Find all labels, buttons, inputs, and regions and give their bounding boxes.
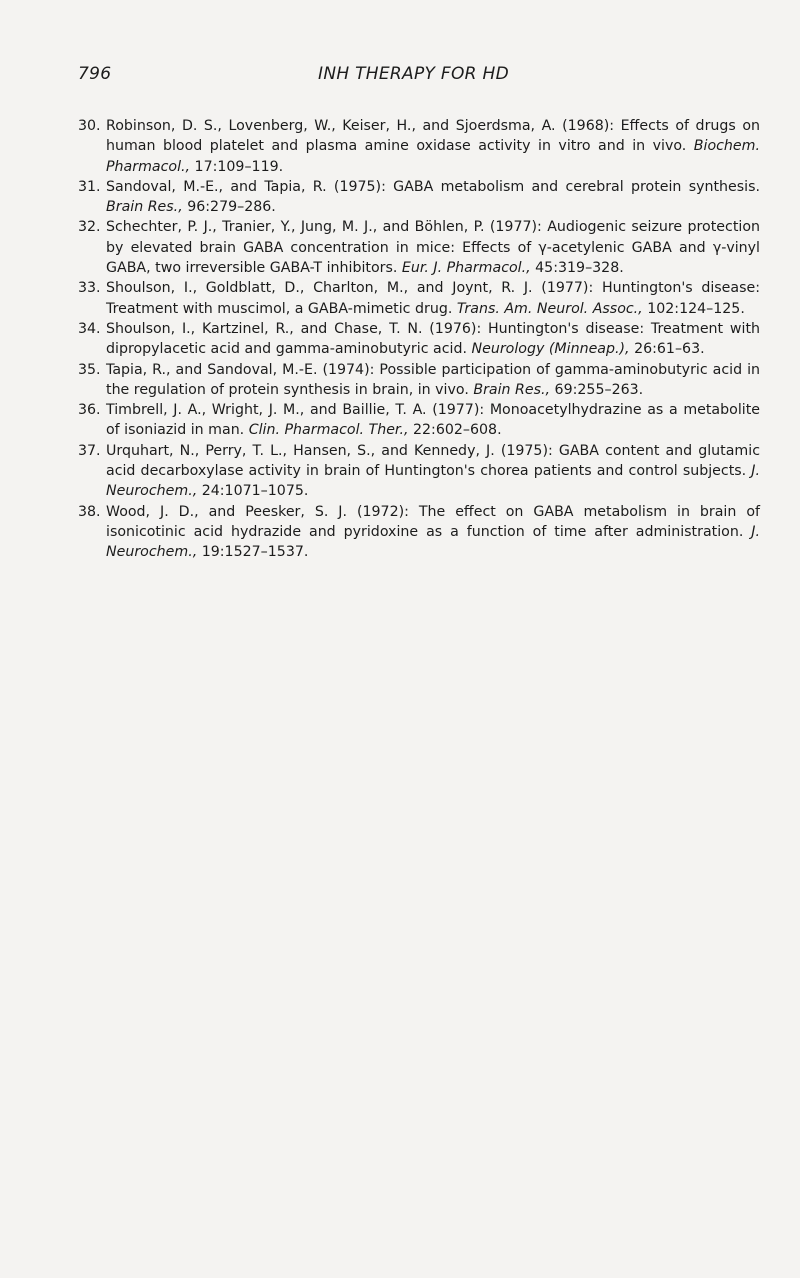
reference-number: 32. — [78, 219, 101, 236]
reference-journal: Clin. Pharmacol. Ther., — [248, 422, 409, 439]
reference-authors: Robinson, D. S., Lovenberg, W., Keiser, H., and Sjoerdsma, A. (1968): Effects of drugs on human blood platelet and plasma amine oxidase activity in vitro and in vivo. — [106, 118, 760, 155]
reference-number: 38. — [78, 503, 101, 520]
reference-item — [78, 278, 760, 319]
reference-number: 33. — [78, 280, 101, 297]
reference-number: 34. — [78, 320, 101, 337]
reference-number: 37. — [78, 442, 101, 459]
reference-citation: 69:255–263. — [550, 381, 644, 398]
reference-item — [78, 502, 760, 563]
reference-item — [78, 441, 760, 502]
reference-citation: 26:61–63. — [629, 341, 705, 358]
reference-journal: Trans. Am. Neurol. Assoc., — [456, 300, 643, 317]
reference-journal: Neurology (Minneap.), — [471, 341, 630, 358]
reference-journal: Brain Res., — [106, 199, 183, 216]
reference-authors: Shoulson, I., Kartzinel, R., and Chase, T. N. (1976): Huntington's disease: Treatment with dipropylacetic acid and gamma-aminobutyric acid. — [106, 320, 760, 358]
reference-number: 31. — [78, 178, 101, 195]
reference-authors: Schechter, P. J., Tranier, Y., Jung, M. J., and Böhlen, P. (1977): Audiogenic seizure protection by elevated brain GABA concentration in mice: Effects of γ-acetylenic GABA and γ-vinyl GABA, two irreversible GABA-T inhibitors. — [106, 219, 760, 277]
reference-journal: J. Neurochem., — [106, 463, 760, 500]
reference-authors: Wood, J. D., and Peesker, S. J. (1972): The effect on GABA metabolism in brain of isonicotinic acid hydrazide and pyridoxine as a function of time after administration. — [106, 503, 760, 540]
reference-number: 35. — [78, 361, 101, 378]
reference-citation: 96:279–286. — [182, 199, 276, 216]
running-title: INH THERAPY FOR HD — [318, 64, 509, 84]
reference-item — [78, 177, 760, 218]
reference-citation: 102:124–125. — [642, 300, 745, 317]
reference-item — [78, 116, 760, 177]
reference-journal: Biochem. Pharmacol., — [106, 138, 760, 175]
reference-item — [78, 400, 760, 441]
reference-authors: Timbrell, J. A., Wright, J. M., and Baillie, T. A. (1977): Monoacetylhydrazine as a metabolite of isoniazid in man. — [106, 402, 760, 439]
reference-list — [78, 116, 760, 563]
reference-item — [78, 360, 760, 401]
reference-citation: 19:1527–1537. — [197, 544, 309, 561]
reference-authors: Tapia, R., and Sandoval, M.-E. (1974): Possible participation of gamma-aminobutyric acid in the regulation of protein synthesis in brain, in vivo. — [106, 361, 760, 398]
reference-item — [78, 319, 760, 360]
reference-journal: Eur. J. Pharmacol., — [401, 260, 531, 277]
reference-number: 30. — [78, 118, 101, 134]
reference-authors: Sandoval, M.-E., and Tapia, R. (1975): GABA metabolism and cerebral protein synthesis. — [106, 178, 760, 195]
page-number: 796 — [78, 64, 112, 84]
reference-number: 36. — [78, 402, 101, 419]
reference-citation: 22:602–608. — [408, 422, 502, 439]
reference-citation: 17:109–119. — [190, 158, 284, 175]
page-header — [78, 64, 758, 88]
reference-journal: Brain Res., — [473, 381, 551, 398]
reference-citation: 24:1071–1075. — [197, 483, 309, 500]
reference-authors: Shoulson, I., Goldblatt, D., Charlton, M., and Joynt, R. J. (1977): Huntington's disease: Treatment with muscimol, a GABA-mimetic drug. — [106, 280, 760, 317]
reference-citation: 45:319–328. — [530, 260, 624, 277]
reference-item — [78, 217, 760, 278]
reference-authors: Urquhart, N., Perry, T. L., Hansen, S., and Kennedy, J. (1975): GABA content and glutamic acid decarboxylase activity in brain of Huntington's chorea patients and control subjects. — [106, 442, 760, 480]
reference-journal: J. Neurochem., — [106, 523, 760, 561]
